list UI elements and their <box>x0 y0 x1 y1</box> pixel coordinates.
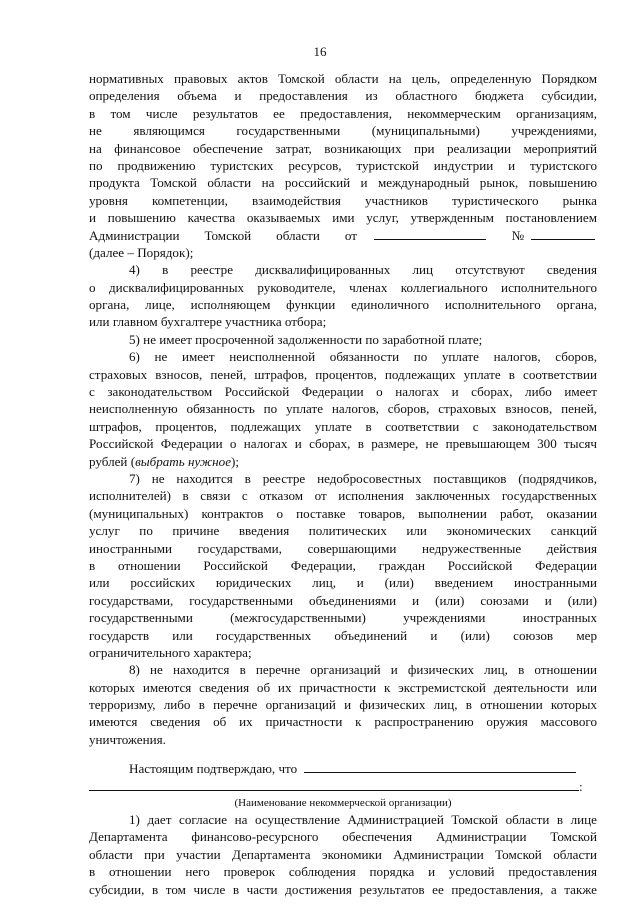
text-line: 5) не имеет просроченной задолженности по заработной плате; <box>129 331 483 347</box>
text-line: на финансовое обеспечение затрат, возникающих при реализации мероприятий <box>89 140 597 156</box>
text-line: нормативных правовых актов Томской области на цель, определенную Порядком <box>89 71 597 86</box>
number-sign: № <box>511 227 525 243</box>
items-group-c <box>89 811 597 898</box>
org-name-blank-1 <box>304 760 576 773</box>
list-item <box>89 811 597 898</box>
org-name-caption: (Наименование некоммерческой организации) <box>234 797 452 810</box>
text-line: области при участии Департамента экономики Администрации Томской области <box>89 846 597 862</box>
text-line: 7) не находится в реестре недобросовестных поставщиков (подрядчиков, <box>129 470 597 486</box>
text-line: 6) не имеет неисполненной обязанности по уплате налогов, сборов, <box>129 349 597 365</box>
text-line: неисполненную обязанность по уплате налогов, сборов, страховых взносов, пеней, <box>89 401 597 417</box>
text-line: субсидии, в том числе в части достижения результатов ее предоставления, а также <box>89 881 597 897</box>
admin-line <box>89 227 597 244</box>
admin-line-text: Администрации Томской области от <box>89 227 357 243</box>
text-line: штрафов, процентов, подлежащих уплате в соответствии с законодательством <box>89 418 597 434</box>
text-line: или главном бухгалтере участника отбора; <box>89 314 327 330</box>
text-line: страховых взносов, пеней, штрафов, процентов, подлежащих уплате в соответствии <box>89 366 597 382</box>
text-line: о дисквалифицированных руководителе, членах коллегиального исполнительного <box>89 279 597 295</box>
poryadok-line: (далее – Порядок); <box>89 244 194 260</box>
text-line: органа, лице, исполняющем функции единоличного исполнительного органа, <box>89 297 597 313</box>
list-item <box>89 261 597 331</box>
choose-note: выбрать нужное <box>135 453 232 469</box>
text-line: с законодательством Российской Федерации о налогах и сборах, либо имеет <box>89 384 597 400</box>
rubles-line: рублей (выбрать нужное); <box>89 453 240 469</box>
text-line: ограничительного характера; <box>89 644 252 660</box>
text-line: и повышению качества оказываемых ими услуг, утвержденным постановлением <box>89 210 597 226</box>
text-line: уничтожения. <box>89 731 166 747</box>
list-item <box>89 470 597 661</box>
org-name-blank-2 <box>89 778 579 791</box>
intro-paragraph <box>89 70 597 227</box>
date-blank <box>374 227 486 240</box>
list-item <box>89 348 597 452</box>
confirm-text: Настоящим подтверждаю, что <box>129 761 298 777</box>
text-line: терроризму, либо в перечне организаций и физических лиц, в отношении которых <box>89 697 597 713</box>
text-line: которых имеются сведения об их причастности к экстремистской деятельности или <box>89 679 597 695</box>
text-line: 4) в реестре дисквалифицированных лиц отсутствуют сведения <box>129 262 597 278</box>
text-line: государствами, государственными объединениями и (или) союзами и (или) <box>89 592 597 608</box>
number-blank <box>531 227 595 240</box>
text-line: государств или государственных объединений и (или) союзов мер <box>89 627 597 643</box>
items-group-b <box>89 470 597 748</box>
org-name-line <box>89 778 597 795</box>
text-line: в отношении Российской Федерации, граждан Российской Федерации <box>89 557 597 573</box>
text-line: не являющимся государственными (муниципальными) учреждениями, <box>89 123 597 139</box>
text-line: в отношении него проверок соблюдения порядка и условий предоставления <box>89 864 597 880</box>
text-line: государственными (межгосударственными) учреждениями иностранных <box>89 610 597 626</box>
items-group-a <box>89 261 597 452</box>
text-line: по продвижению туристских ресурсов, туристской индустрии и туристского <box>89 157 597 173</box>
text-line: Департамента финансово-ресурсного обеспечения Администрации Томской <box>89 829 597 845</box>
list-item <box>89 661 597 748</box>
list-item <box>89 331 597 348</box>
colon: : <box>579 778 583 794</box>
text-line: определения объема и предоставления из областного бюджета субсидии, <box>89 88 597 104</box>
text-line: уровня компетенции, взаимодействия участников туристического рынка <box>89 192 597 208</box>
text-line: услуг по причине введения политических или экономических санкций <box>89 523 597 539</box>
text-line: или российских юридических лиц, и (или) введением иностранными <box>89 575 597 591</box>
text-line: исполнителей) в связи с отказом от исполнения заключенных государственных <box>89 488 597 504</box>
text-line: 1) дает согласие на осуществление Администрацией Томской области в лице <box>129 812 597 828</box>
document-body <box>89 70 597 898</box>
text-line: (муниципальных) контрактов о поставке товаров, выполнении работ, оказании <box>89 505 597 521</box>
text-line: имеются сведения об их причастности к распространению оружия массового <box>89 714 597 730</box>
text-line: продукта Томской области на российский и международный рынок, повышению <box>89 175 597 191</box>
confirm-line <box>89 760 597 777</box>
text-line: иностранными государствами, совершающими недружественные действия <box>89 540 597 556</box>
text-line: 8) не находится в перечне организаций и физических лиц, в отношении <box>129 662 597 678</box>
page-number: 16 <box>313 44 327 59</box>
text-line: в том числе результатов ее предоставления, некоммерческим организациям, <box>89 105 597 121</box>
text-line: Российской Федерации о налогах и сборах, в размере, не превышающем 300 тысяч <box>89 436 597 452</box>
